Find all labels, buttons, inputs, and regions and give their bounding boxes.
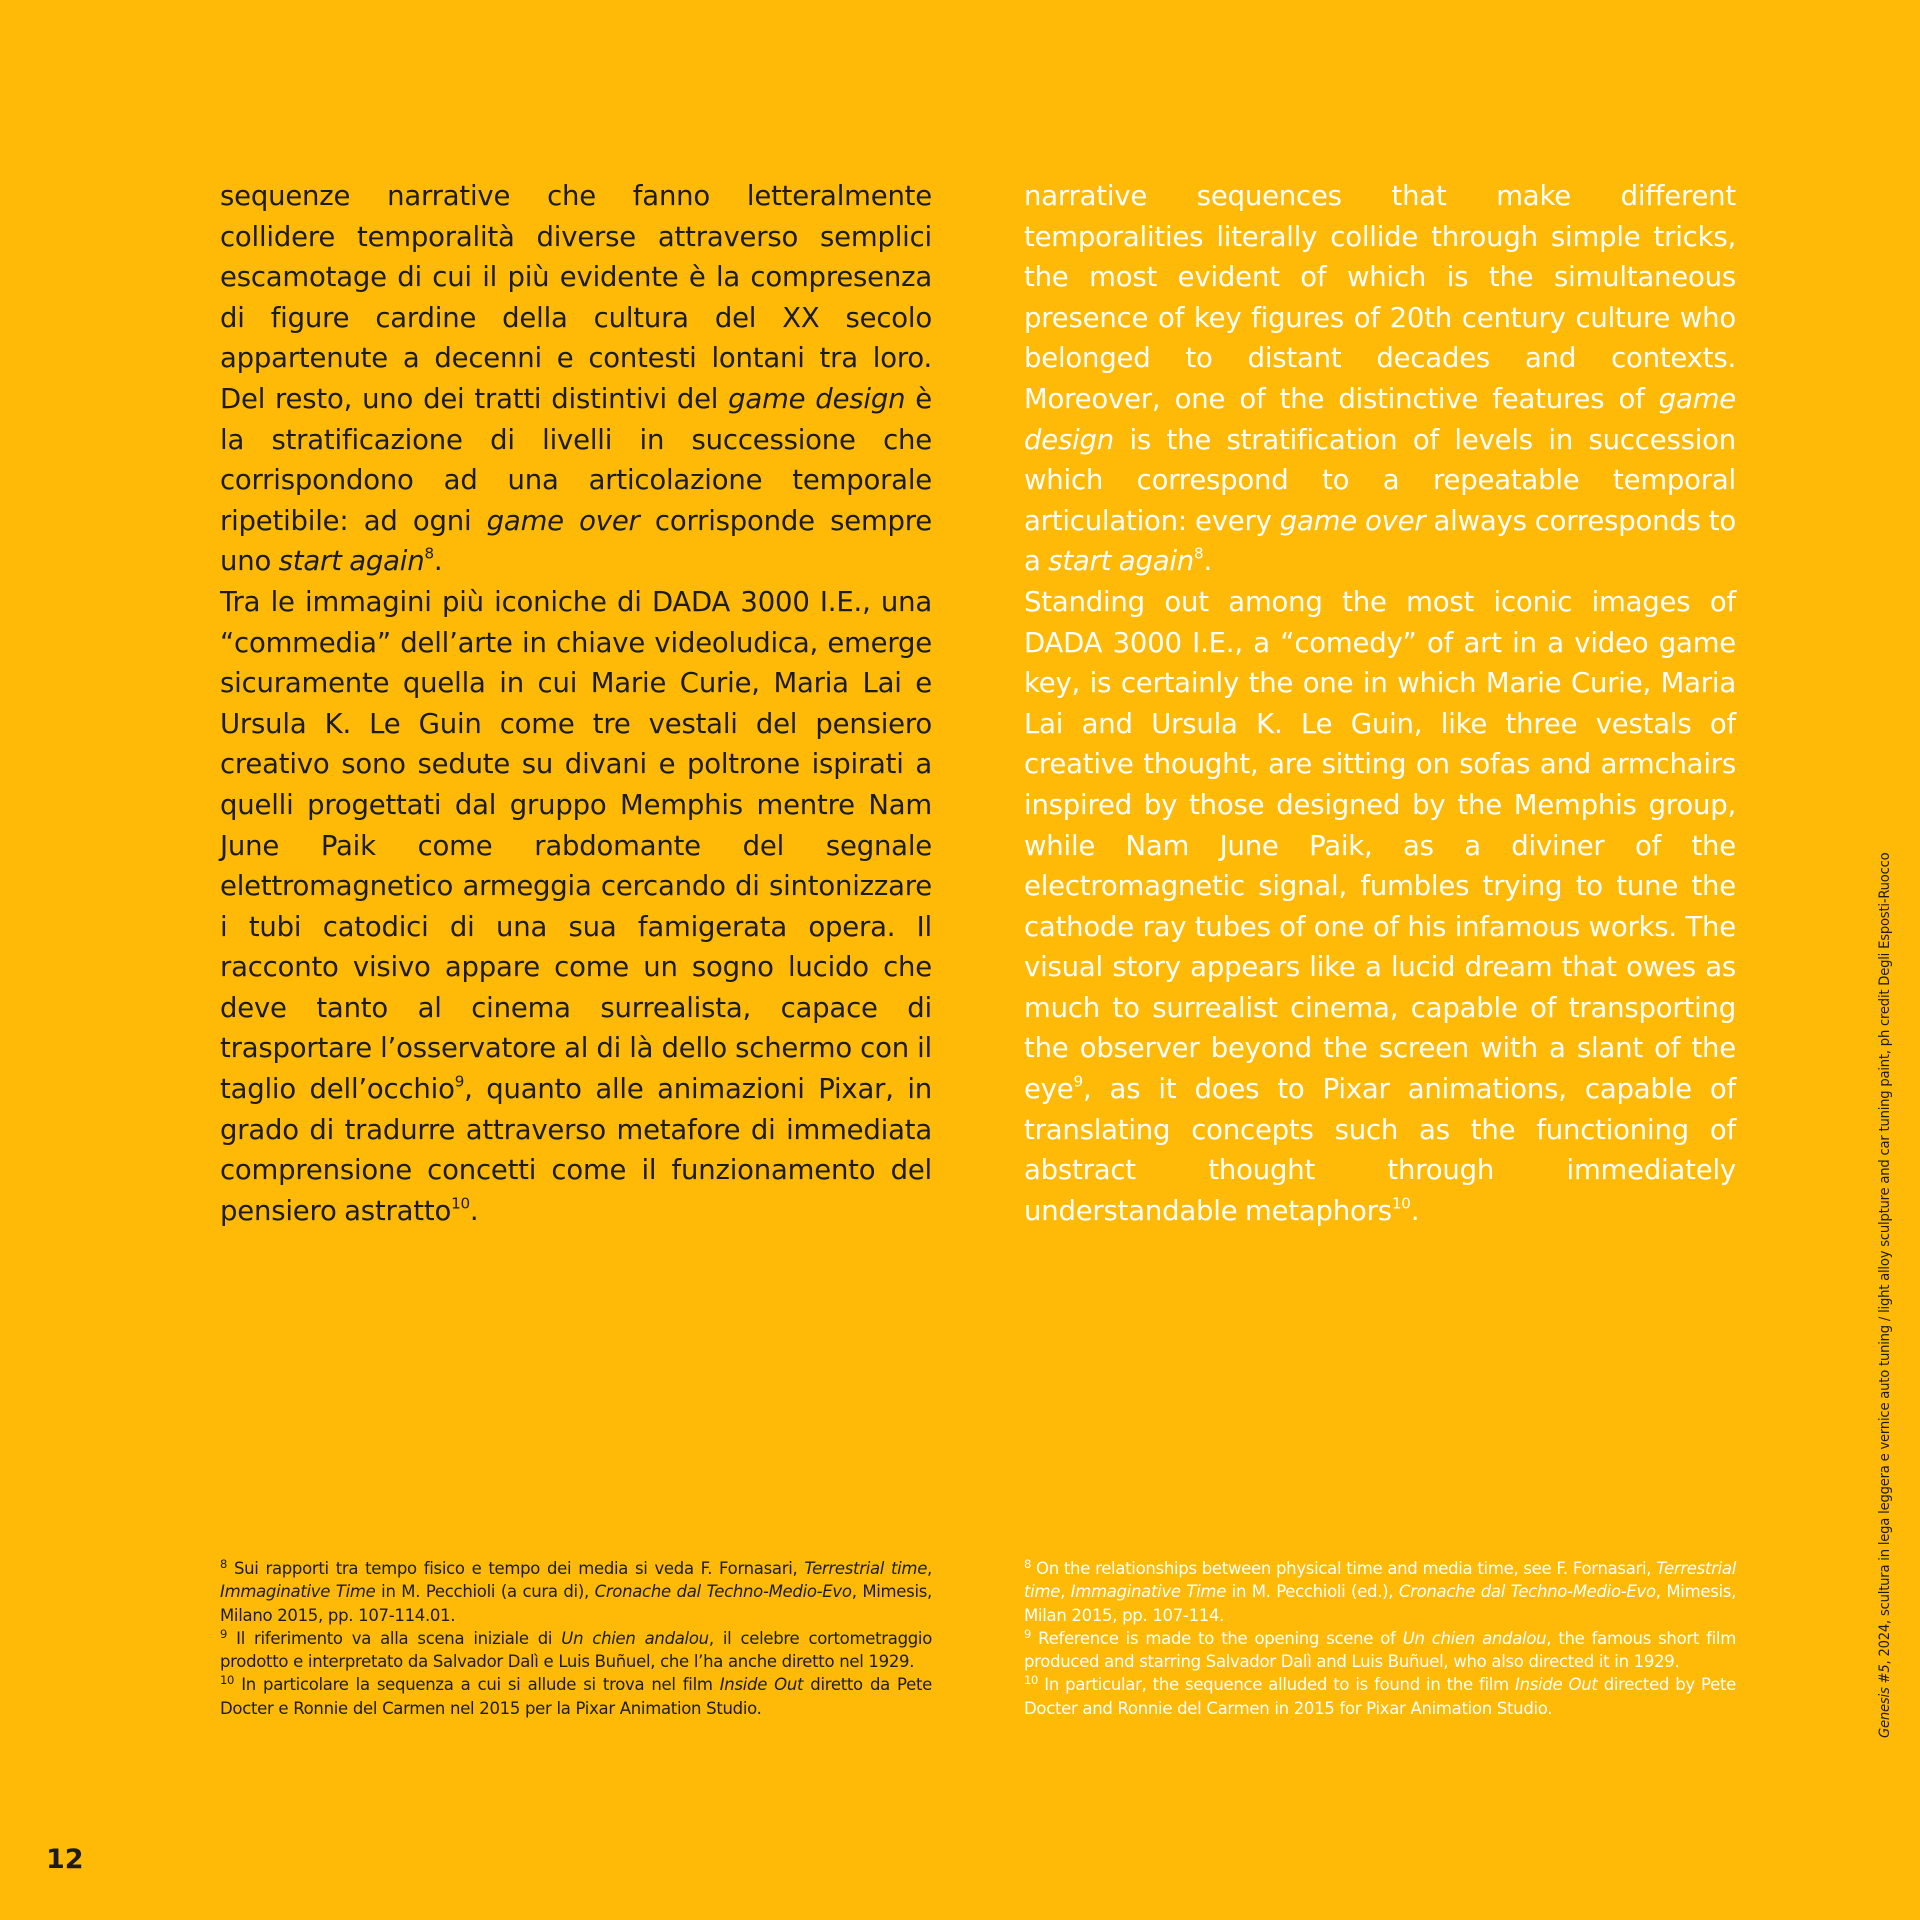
italic-term: Cronache dal Techno-Medio-Evo: [1398, 1582, 1656, 1602]
footnote-number: 9: [1024, 1627, 1032, 1642]
image-credit: [1876, 678, 1893, 1738]
italic-term: Immaginative Time: [1070, 1582, 1227, 1602]
text-run: Tra le immagini più iconiche di DADA 3000 I.E., una “commedia” dell’arte in chiave videoludica, emerge sicuramente quella in cui Marie Curie, Maria Lai e Ursula K. Le Guin come tre vestali del pensiero creativo sono sedute su divani e poltrone ispirati a quelli progettati dal gruppo Memphis mentre Nam June Paik come rabdomante del segnale elettromagnetico armeggia cercando di sintonizzare i tubi catodici di una sua famigerata opera. Il racconto visivo appare come un sogno lucido che deve tanto al cinema surrealista, capace di trasportare l’osservatore al di là dello schermo con il taglio dell’occhio: [220, 585, 932, 1106]
text-run: ,: [1060, 1582, 1071, 1602]
footnote-number: 10: [1024, 1673, 1039, 1688]
footnote-10: [1024, 1673, 1736, 1720]
italic-term: start again: [278, 545, 425, 578]
footnote-ref: 8: [424, 545, 434, 563]
text-run: .: [1203, 545, 1212, 578]
credit-text: , 2024, scultura in lega leggera e vernice auto tuning / light alloy sculpture and car tuning paint, ph credit Degli Esposti-Ruocco: [1876, 852, 1893, 1665]
text-run: in M. Pecchioli (ed.),: [1226, 1582, 1399, 1602]
text-run: sequenze narrative che fanno letteralmente collidere temporalità diverse attraverso semplici escamotage di cui il più evidente è la compresenza di figure cardine della cultura del XX secolo appartenute a decenni e contesti lontani tra loro. Del resto, uno dei tratti distintivi del: [220, 180, 932, 415]
footnote-8: [220, 1557, 932, 1627]
footnote-9: [220, 1627, 932, 1674]
footnote-number: 8: [220, 1557, 228, 1572]
footnote-number: 8: [1024, 1557, 1032, 1572]
text-run: è la stratificazione di livelli in successione che corrispondono ad una articolazione temporale ripetibile: ad ogni: [220, 382, 932, 537]
text-run: , as it does to Pixar animations, capable of translating concepts such as the functioning of abstract thought through immediately understandable metaphors: [1024, 1073, 1736, 1227]
text-run: In particolare la sequenza a cui si allude si trova nel film: [234, 1675, 720, 1695]
italic-term: game over: [1279, 504, 1426, 537]
footnote-ref: 9: [1073, 1072, 1083, 1091]
text-run: always corresponds to a: [1024, 504, 1736, 578]
italic-term: Cronache dal Techno-Medio-Evo: [594, 1582, 852, 1602]
english-paragraph-2: [1024, 582, 1736, 1232]
italian-text-column: [220, 176, 932, 1231]
footnote-number: 9: [220, 1627, 228, 1642]
italic-term: Un chien andalou: [561, 1628, 709, 1648]
italic-term: Terrestrial time: [804, 1559, 928, 1578]
footnote-ref: 10: [451, 1194, 470, 1213]
english-text-column: [1024, 176, 1736, 1231]
footnote-8: [1024, 1557, 1736, 1627]
text-run: , il celebre cortometraggio prodotto e interpretato da Salvador Dalì e Luis Buñuel, che l’ha anche diretto nel 1929.: [220, 1628, 932, 1672]
text-run: ,: [927, 1559, 932, 1578]
italic-term: game design: [728, 382, 906, 415]
italic-term: Inside Out: [719, 1675, 804, 1695]
italic-term: Un chien andalou: [1402, 1628, 1547, 1648]
text-run: , Mimesis, Milano 2015, pp. 107-114.01.: [220, 1582, 932, 1625]
italic-term: start again: [1048, 545, 1195, 578]
english-footnotes: [1024, 1557, 1736, 1720]
text-run: in M. Pecchioli (a cura di),: [375, 1582, 595, 1602]
text-run: , the famous short film produced and starring Salvador Dalì and Luis Buñuel, who also directed it in 1929.: [1024, 1628, 1736, 1672]
italic-term: Immaginative Time: [220, 1582, 376, 1602]
english-paragraph-1: [1024, 176, 1736, 582]
text-run: , quanto alle animazioni Pixar, in grado di tradurre attraverso metafore di immediata comprensione concetti come il funzionamento del pensiero astratto: [220, 1073, 932, 1227]
text-run: Il riferimento va alla scena iniziale di: [227, 1628, 562, 1648]
italic-term: Inside Out: [1515, 1675, 1598, 1695]
text-run: Sui rapporti tra tempo fisico e tempo dei media si veda F. Fornasari,: [227, 1559, 805, 1578]
footnote-number: 10: [220, 1673, 235, 1688]
footnote-ref: 8: [1194, 545, 1204, 563]
text-run: is the stratification of levels in succession which correspond to a repeatable temporal articulation: every: [1024, 423, 1736, 537]
text-run: .: [469, 1194, 479, 1227]
italic-term: game design: [1024, 382, 1736, 456]
text-run: Reference is made to the opening scene of: [1031, 1628, 1403, 1648]
italic-term: game over: [486, 504, 640, 537]
italic-term: Terrestrial time: [1024, 1559, 1736, 1602]
footnote-10: [220, 1673, 932, 1720]
italian-footnotes: [220, 1557, 932, 1720]
artwork-title: Genesis #5: [1876, 1664, 1893, 1738]
text-run: Standing out among the most iconic images of DADA 3000 I.E., a “comedy” of art in a video game key, is certainly the one in which Marie Curie, Maria Lai and Ursula K. Le Guin, like three vestals of creative thought, are sitting on sofas and armchairs inspired by those designed by the Memphis group, while Nam June Paik, as a diviner of the electromagnetic signal, fumbles trying to tune the cathode ray tubes of one of his infamous works. The visual story appears like a lucid dream that owes as much to surrealist cinema, capable of transporting the observer beyond the screen with a slant of the eye: [1024, 585, 1736, 1106]
text-run: .: [433, 545, 443, 578]
footnote-ref: 10: [1391, 1194, 1411, 1213]
page-number: 12: [46, 1844, 84, 1875]
text-run: diretto da Pete Docter e Ronnie del Carmen nel 2015 per la Pixar Animation Studio.: [220, 1675, 932, 1718]
text-run: corrisponde sempre uno: [220, 504, 933, 578]
text-run: On the relationships between physical time and media time, see F. Fornasari,: [1031, 1559, 1657, 1578]
footnote-ref: 9: [454, 1072, 465, 1091]
footnote-9: [1024, 1627, 1736, 1674]
text-run: narrative sequences that make different temporalities literally collide through simple tricks, the most evident of which is the simultaneous presence of key figures of 20th century culture who belonged to distant decades and contexts. Moreover, one of the distinctive features of: [1024, 180, 1736, 415]
text-run: .: [1410, 1194, 1420, 1227]
italian-paragraph-1: [220, 176, 932, 582]
text-run: , Mimesis, Milan 2015, pp. 107-114.: [1024, 1582, 1737, 1625]
text-run: directed by Pete Docter and Ronnie del Carmen in 2015 for Pixar Animation Studio.: [1024, 1675, 1736, 1718]
italian-paragraph-2: [220, 582, 932, 1232]
text-run: In particular, the sequence alluded to is found in the film: [1038, 1675, 1516, 1695]
